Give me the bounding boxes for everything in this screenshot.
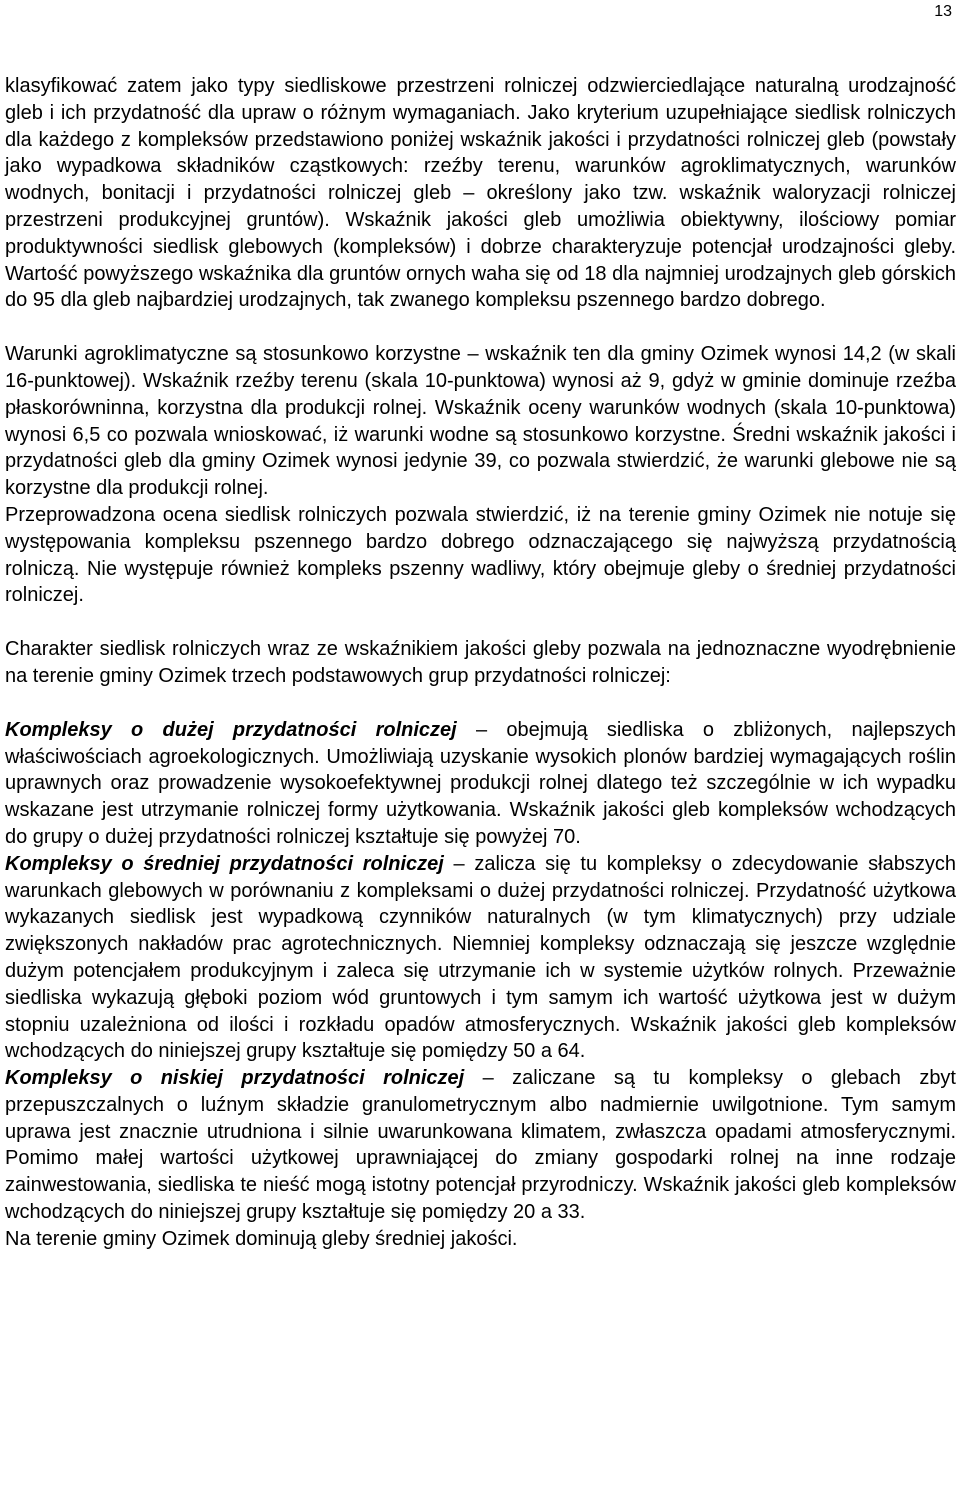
paragraph-gap — [5, 690, 956, 717]
page-number: 13 — [934, 3, 952, 20]
section-title: Kompleksy o dużej przydatności rolniczej — [5, 718, 457, 741]
section-title: Kompleksy o niskiej przydatności rolniczej — [5, 1067, 465, 1090]
paragraph-gap — [5, 609, 956, 636]
paragraph-groups-intro: Charakter siedlisk rolniczych wraz ze wskaźnikiem jakości gleby pozwala na jednoznaczne wyodrębnienie na terenie gminy Ozimek trzech podstawowych grup przydatności rolniczej: — [5, 638, 956, 687]
section-text: – obejmują siedliska o zbliżonych, najlepszych właściwościach agroekologicznych. Umożliwiają uzyskanie wysokich plonów bardziej wymagających roślin uprawnych oraz prowadzenie wysokoefektywnej produkcji rolnej dlatego też szczególnie w ich wypadku wskazane jest utrzymanie rolniczej formy użytkowania. Wskaźnik jakości gleb kompleksów wchodzących do grupy o dużej przydatności rolniczej kształtuje się powyżej 70. — [5, 718, 956, 848]
section-high-suitability — [5, 717, 956, 851]
section-medium-suitability — [5, 851, 956, 1065]
section-text: – zalicza się tu kompleksy o zdecydowanie słabszych warunkach glebowych w porównaniu z kompleksami o dużej przydatności rolniczej. Przydatność użytkowa wykazanych siedlisk jest wypadkową czynników naturalnych (w tym klimatycznych) przy udziale zwiększonych nakładów prac agrotechnicznych. Niemniej kompleksy odznaczają się jeszcze względnie dużym potencjałem produkcyjnym i zaleca się utrzymanie ich w systemie użytków rolnych. Przeważnie siedliska wykazują głęboki poziom wód gruntowych i tym samym ich wartość użytkowa jest w dużym stopniu uzależniona od ilości i rozkładu opadów atmosferycznych. Wskaźnik jakości gleb kompleksów wchodzących do niniejszej grupy kształtuje się pomiędzy 50 a 64. — [5, 852, 956, 1063]
paragraph-habitat-assessment: Przeprowadzona ocena siedlisk rolniczych pozwala stwierdzić, iż na terenie gminy Ozimek nie notuje się występowania kompleksu pszennego bardzo dobrego odznaczającego się najwyższą przydatnością rolniczą. Nie występuje również kompleks pszenny wadliwy, który obejmuje gleby o średniej przydatności rolniczej. — [5, 503, 956, 607]
section-text: – zaliczane są tu kompleksy o glebach zbyt przepuszczalnych o luźnym składzie granulometrycznym albo nadmiernie uwilgotnione. Tym samym uprawa jest znacznie utrudniona i silnie uwarunkowana klimatem, zwłaszcza opadami atmosferycznymi. Pomimo małej wartości użytkowej uprawniającej do zmiany gospodarki rolnej na inne rodzaje zainwestowania, siedliska te nieść mogą istotny potencjał przyrodniczy. Wskaźnik jakości gleb kompleksów wchodzących do niniejszej grupy kształtuje się pomiędzy 20 a 33. — [5, 1067, 956, 1224]
document-body — [5, 73, 956, 1253]
closing-sentence: Na terenie gminy Ozimek dominują gleby średniej jakości. — [5, 1227, 518, 1250]
section-low-suitability — [5, 1065, 956, 1226]
paragraph-agroclimatic-conditions: Warunki agroklimatyczne są stosunkowo korzystne – wskaźnik ten dla gminy Ozimek wynosi 14,2 (w skali 16-punktowej). Wskaźnik rzeźby terenu (skala 10-punktowa) wynosi aż 9, gdyż w gminie dominuje rzeźba płaskorówninna, korzystna dla produkcji rolnej. Wskaźnik oceny warunków wodnych (skala 10-punktowa) wynosi 6,5 co pozwala wnioskować, iż warunki wodne są stosunkowo korzystne. Średni wskaźnik jakości i przydatności gleb dla gminy Ozimek wynosi jedynie 39, co pozwala stwierdzić, że warunki glebowe nie są korzystne dla produkcji rolnej. — [5, 343, 956, 500]
paragraph-soil-quality-index: klasyfikować zatem jako typy siedliskowe przestrzeni rolniczej odzwierciedlające naturalną urodzajność gleb i ich przydatność dla upraw o różnym wymaganiach. Jako kryterium uzupełniające siedlisk rolniczych dla każdego z kompleksów przedstawiono poniżej wskaźnik jakości i przydatności rolniczej gleb (powstały jako wypadkowa składników cząstkowych: rzeźby terenu, warunków agroklimatycznych, warunków wodnych, bonitacji i przydatności rolniczej gleb – określony jako tzw. wskaźnik waloryzacji rolniczej przestrzeni produkcyjnej gruntów). Wskaźnik jakości gleb umożliwia obiektywny, ilościowy pomiar produktywności siedlisk glebowych (kompleksów) i dobrze charakteryzuje potencjał urodzajności gleby. Wartość powyższego wskaźnika dla gruntów ornych waha się od 18 dla najmniej urodzajnych gleb górskich do 95 dla gleb najbardziej urodzajnych, tak zwanego kompleksu pszennego bardzo dobrego. — [5, 75, 956, 312]
paragraph-gap — [5, 314, 956, 341]
section-title: Kompleksy o średniej przydatności rolniczej — [5, 852, 444, 875]
